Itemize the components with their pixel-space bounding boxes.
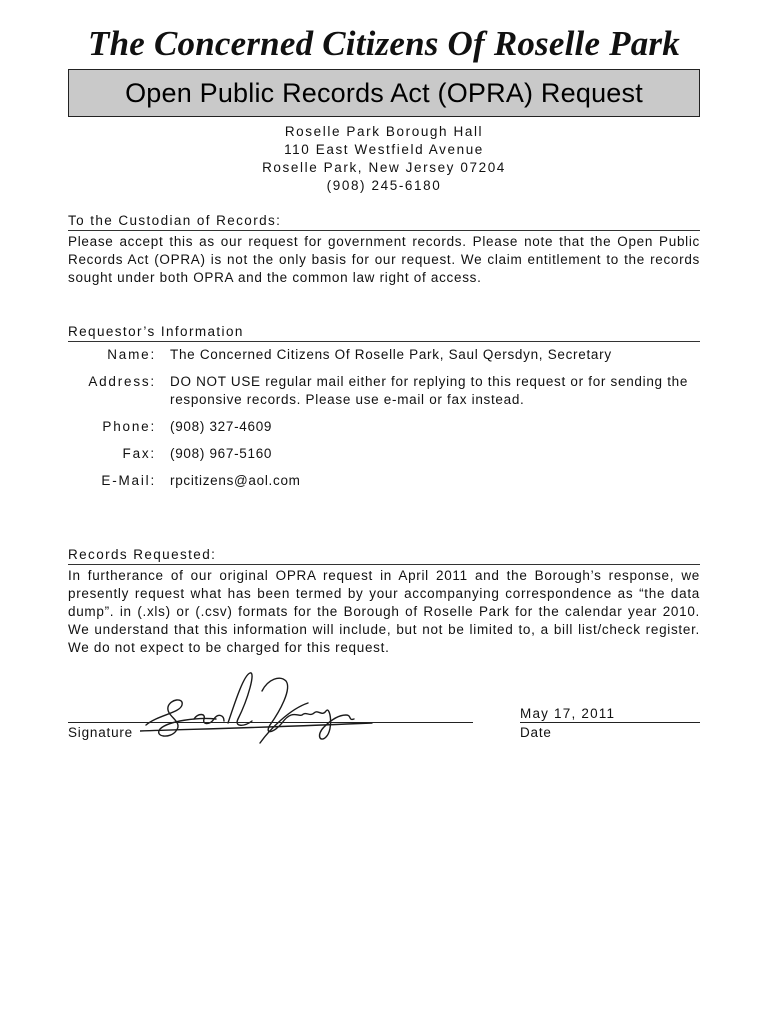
signature-area — [68, 685, 700, 765]
date-value: May 17, 2011 — [520, 706, 616, 721]
requestor-heading: Requestor’s Information — [68, 323, 700, 342]
borough-address-block — [68, 123, 700, 195]
form-title-banner — [68, 69, 700, 117]
records-heading: Records Requested: — [68, 546, 700, 565]
requestor-phone-row — [68, 418, 700, 436]
requestor-fields — [68, 346, 700, 490]
field-label: Name: — [107, 347, 156, 362]
requestor-fax-row — [68, 445, 700, 463]
field-label: E-Mail: — [101, 473, 156, 488]
requestor-section — [68, 323, 700, 490]
date-line — [520, 722, 700, 723]
requestor-email-value: rpcitizens@aol.com — [170, 473, 301, 488]
address-line-street: 110 East Westfield Avenue — [284, 142, 484, 157]
custodian-heading: To the Custodian of Records: — [68, 212, 700, 231]
signature-line — [68, 722, 473, 723]
field-label: Phone: — [102, 419, 156, 434]
field-label: Address: — [88, 374, 156, 389]
form-title: Open Public Records Act (OPRA) Request — [125, 77, 643, 108]
requestor-name-value: The Concerned Citizens Of Roselle Park, Saul Qersdyn, Secretary — [170, 347, 612, 362]
requestor-address-value: DO NOT USE regular mail either for replying to this request or for sending the responsive records. Please use e-mail or fax instead. — [170, 374, 689, 407]
records-section — [68, 546, 700, 657]
requestor-fax-value: (908) 967-5160 — [170, 446, 273, 461]
organization-title: The Concerned Citizens Of Roselle Park — [88, 24, 680, 63]
address-line-city: Roselle Park, New Jersey 07204 — [262, 160, 506, 175]
requestor-name-row — [68, 346, 700, 364]
custodian-section — [68, 212, 700, 287]
handwritten-signature — [140, 669, 380, 749]
address-line-phone: (908) 245-6180 — [326, 178, 442, 193]
field-label: Fax: — [122, 446, 156, 461]
requestor-email-row — [68, 472, 700, 490]
requestor-address-row — [68, 373, 700, 409]
requestor-phone-value: (908) 327-4609 — [170, 419, 273, 434]
records-text: In furtherance of our original OPRA request in April 2011 and the Borough’s response, we presently request what has been termed by your accompanying correspondence as “the data dump”. in (.xls) or (.csv) formats for the Borough of Roselle Park for the calendar year 2010. We understand that this information will include, but not be limited to, a bill list/check register. We do not expect to be charged for this request. — [68, 568, 700, 655]
custodian-text: Please accept this as our request for government records. Please note that the Open Public Records Act (OPRA) is not the only basis for our request. We claim entitlement to the records sought under both OPRA and the common law right of access. — [68, 234, 700, 285]
date-label: Date — [520, 725, 552, 740]
signature-label: Signature — [68, 725, 133, 740]
opra-request-form — [68, 22, 700, 765]
address-line-building: Roselle Park Borough Hall — [284, 124, 484, 139]
